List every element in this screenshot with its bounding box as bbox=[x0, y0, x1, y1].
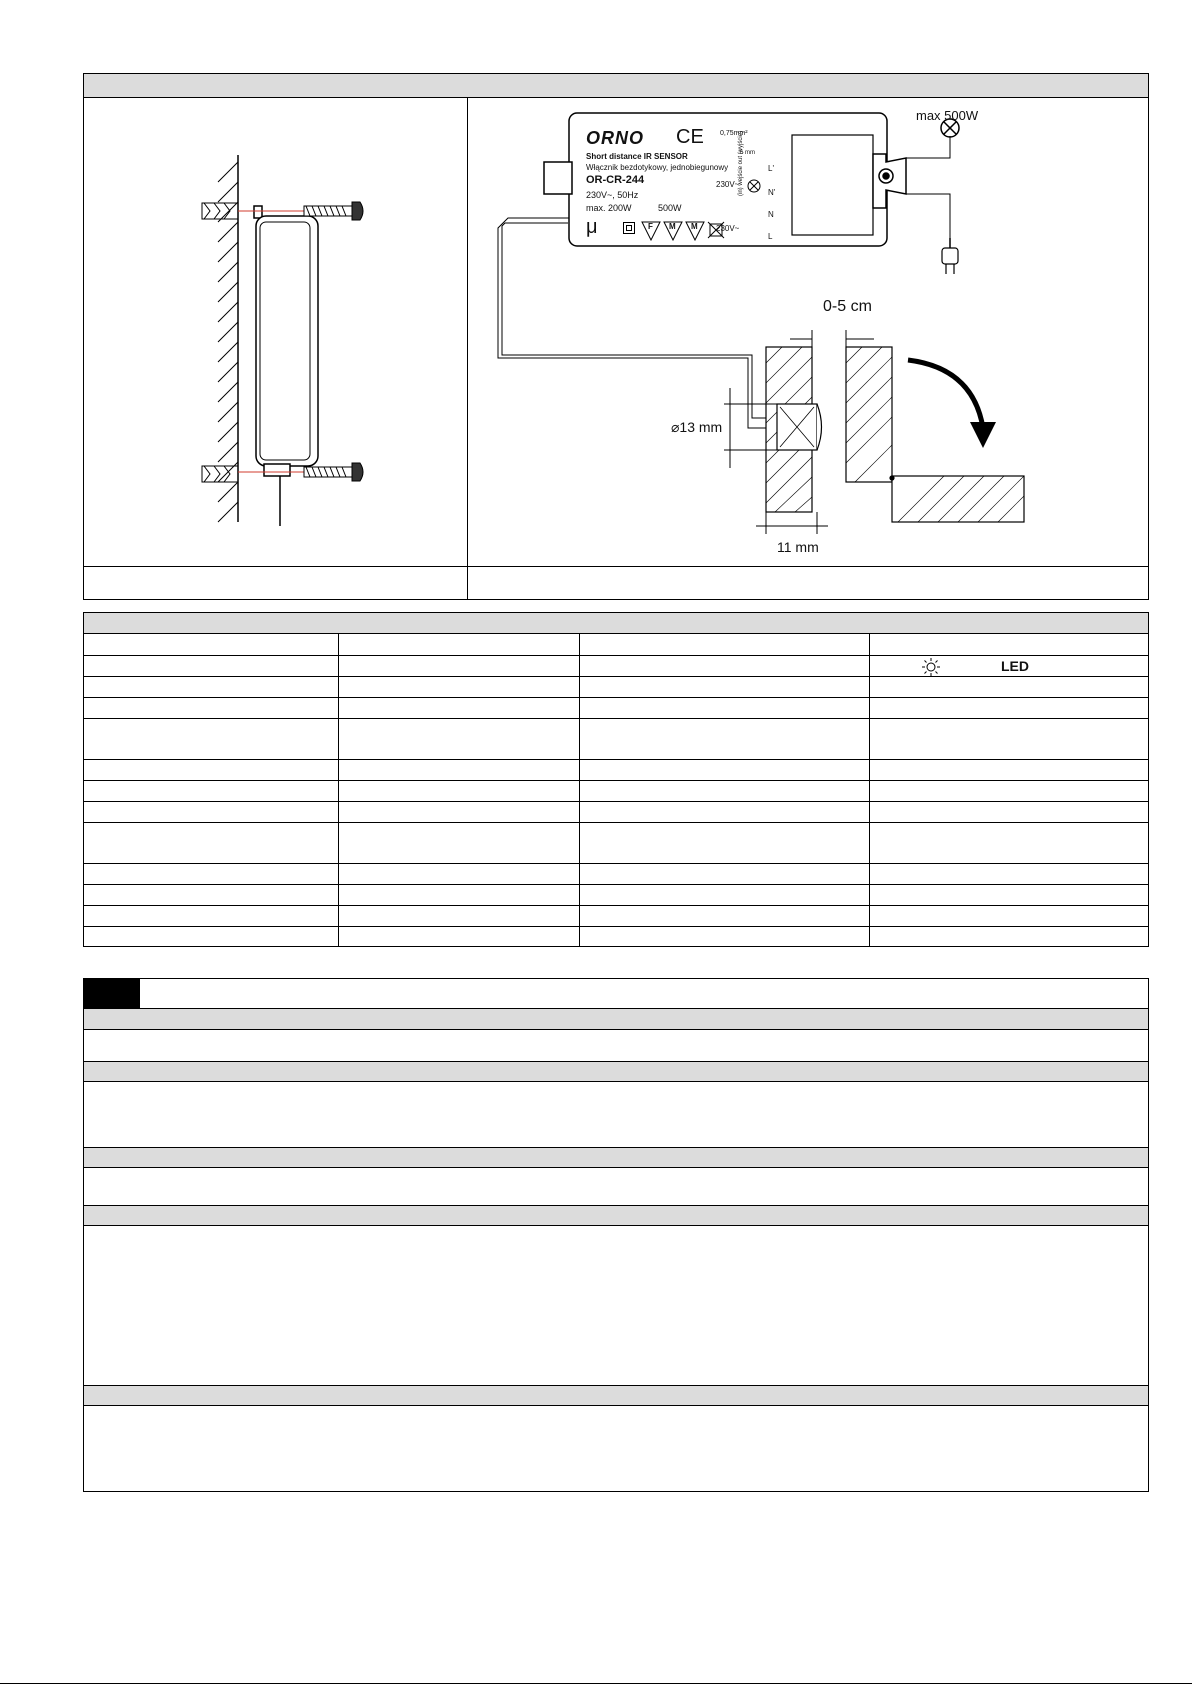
row-line-12 bbox=[84, 926, 1148, 927]
terminal-side-text: (in) wejście out (wyjście) bbox=[738, 130, 744, 196]
section-body-5 bbox=[84, 1407, 1148, 1491]
led-label: LED bbox=[1001, 658, 1029, 674]
wall-hatch bbox=[218, 162, 238, 522]
terminal-l-in: L bbox=[768, 232, 773, 241]
row-line-8 bbox=[84, 822, 1148, 823]
terminal-lamp-icon bbox=[746, 178, 762, 194]
col-divider-1 bbox=[338, 634, 339, 946]
wiring-diagram bbox=[468, 98, 1148, 566]
panel-bottom bbox=[890, 476, 1024, 522]
device-housing bbox=[254, 206, 318, 476]
figure-panel bbox=[83, 73, 1149, 600]
ce-mark: CE bbox=[676, 126, 704, 148]
sections-block bbox=[83, 978, 1149, 1492]
max-power-2: 500W bbox=[658, 203, 682, 213]
row-line-2 bbox=[84, 676, 1148, 677]
wall-mount-diagram bbox=[84, 98, 467, 566]
section-header-3 bbox=[84, 1147, 1148, 1168]
supply-voltage: 230V~, 50Hz bbox=[586, 190, 639, 200]
col-divider-2 bbox=[579, 634, 580, 946]
label-line-1: Short distance IR SENSOR bbox=[586, 152, 688, 161]
section-body-3 bbox=[84, 1169, 1148, 1205]
row-line-7 bbox=[84, 801, 1148, 802]
panel-right bbox=[846, 347, 892, 482]
terminal-n-out: N' bbox=[768, 188, 776, 197]
class-ii-icon-inner bbox=[626, 225, 632, 231]
section-body-4 bbox=[84, 1227, 1148, 1385]
model-number: OR-CR-244 bbox=[586, 174, 645, 186]
figure-panel-header bbox=[84, 74, 1148, 98]
sensor-head bbox=[777, 404, 822, 450]
input-voltage: 230V~ bbox=[716, 224, 740, 233]
wall-plug-top bbox=[202, 203, 238, 219]
wire-size-label: 0,75mm² bbox=[720, 130, 748, 137]
depth-dimension: 11 mm bbox=[777, 539, 819, 555]
section-body-2 bbox=[84, 1083, 1148, 1147]
wiring-lines bbox=[468, 98, 1148, 566]
terminal-n-in: N bbox=[768, 210, 774, 219]
wall bbox=[218, 155, 238, 522]
brand-logo: ORNO bbox=[586, 128, 644, 148]
label-line-2: Włącznik bezdotykowy, jednobiegunowy bbox=[586, 163, 729, 172]
plug-symbol bbox=[942, 248, 958, 274]
f-mark: F bbox=[648, 222, 653, 231]
row-line-11 bbox=[84, 905, 1148, 906]
section-body-1 bbox=[84, 1031, 1148, 1061]
section-header-4 bbox=[84, 1205, 1148, 1226]
gap-dimension: 0-5 cm bbox=[823, 298, 872, 315]
spec-table bbox=[83, 612, 1149, 947]
strip-length-label: 6 mm bbox=[740, 150, 755, 156]
footer-rule bbox=[0, 1683, 1192, 1684]
section-number-tab bbox=[84, 979, 140, 1008]
max-load-label: max 500W bbox=[916, 108, 979, 123]
terminal-l-out: L' bbox=[768, 164, 774, 173]
door-arrowhead bbox=[970, 422, 996, 448]
row-line-5 bbox=[84, 759, 1148, 760]
section-header-1 bbox=[84, 1009, 1148, 1030]
output-voltage: 230V~ bbox=[716, 180, 740, 189]
row-line-9 bbox=[84, 863, 1148, 864]
row-line-3 bbox=[84, 697, 1148, 698]
sun-icon bbox=[922, 658, 940, 676]
row-line-6 bbox=[84, 780, 1148, 781]
max-power: max. 200W bbox=[586, 203, 632, 213]
spec-table-header bbox=[84, 613, 1148, 634]
diameter-dimension: ⌀13 mm bbox=[671, 419, 723, 435]
section-header-2 bbox=[84, 1061, 1148, 1082]
row-line-10 bbox=[84, 884, 1148, 885]
row-line-1 bbox=[84, 655, 1148, 656]
section-header-5 bbox=[84, 1385, 1148, 1406]
m-mark-1: M bbox=[669, 222, 676, 231]
row-line-4 bbox=[84, 718, 1148, 719]
figure-caption-row bbox=[84, 566, 1148, 567]
mu-symbol: μ bbox=[586, 216, 598, 238]
door-arrow bbox=[908, 360, 983, 428]
col-divider-3 bbox=[869, 634, 870, 946]
m-mark-2: M bbox=[691, 222, 698, 231]
